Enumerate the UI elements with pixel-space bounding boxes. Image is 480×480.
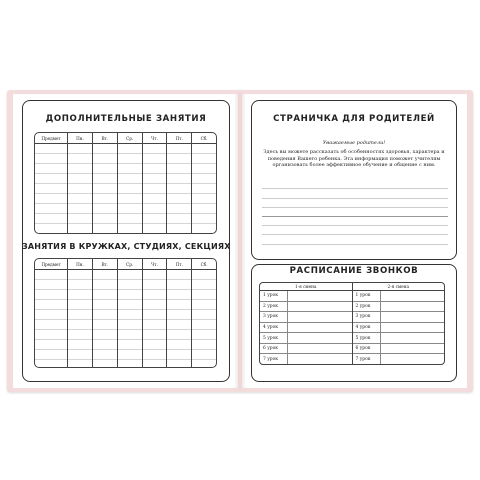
column-header: Пн. bbox=[68, 133, 92, 144]
table-column bbox=[191, 133, 216, 233]
column-header: Предмет bbox=[35, 259, 67, 270]
extra-classes-title: ДОПОЛНИТЕЛЬНЫЕ ЗАНЯТИЯ bbox=[45, 114, 207, 124]
table-column bbox=[117, 259, 142, 367]
table-column bbox=[166, 259, 191, 367]
lesson-label: 2 урок bbox=[353, 302, 381, 312]
lesson-label: 7 урок bbox=[353, 354, 381, 364]
table-row bbox=[353, 323, 445, 334]
lesson-label: 5 урок bbox=[353, 333, 381, 343]
column-header: Ср. bbox=[118, 259, 142, 270]
table-column bbox=[142, 133, 167, 233]
shift-2-header: 2-я смена bbox=[353, 283, 445, 291]
lesson-label: 4 урок bbox=[260, 323, 288, 333]
lesson-label: 4 урок bbox=[353, 323, 381, 333]
column-header: Ср. bbox=[118, 133, 142, 144]
table-row bbox=[353, 333, 445, 344]
table-row bbox=[260, 344, 352, 355]
lesson-label: 6 урок bbox=[353, 344, 381, 354]
column-header: Вт. bbox=[93, 133, 117, 144]
table-row bbox=[260, 302, 352, 313]
shift-2-column bbox=[352, 283, 445, 364]
column-header: Сб. bbox=[192, 133, 216, 144]
table-column bbox=[35, 133, 67, 233]
shift-1-header: 1-я смена bbox=[260, 283, 352, 291]
table-row bbox=[260, 291, 352, 302]
lesson-label: 7 урок bbox=[260, 354, 288, 364]
table-row bbox=[353, 312, 445, 323]
table-row bbox=[353, 344, 445, 355]
table-column bbox=[92, 133, 117, 233]
lesson-label: 1 урок bbox=[260, 291, 288, 301]
column-header: Сб. bbox=[192, 259, 216, 270]
parents-writing-lines bbox=[262, 180, 448, 250]
column-header: Предмет bbox=[35, 133, 67, 144]
bells-table bbox=[259, 282, 445, 365]
column-header: Чт. bbox=[143, 259, 167, 270]
table-row bbox=[353, 354, 445, 364]
extra-classes-table bbox=[34, 132, 217, 234]
column-header: Вт. bbox=[93, 259, 117, 270]
table-column bbox=[67, 259, 92, 367]
clubs-table bbox=[34, 258, 217, 368]
table-row bbox=[260, 312, 352, 323]
column-header: Пт. bbox=[167, 259, 191, 270]
shift-1-column bbox=[260, 283, 352, 364]
parents-text: Здесь вы можете рассказать об особенностях здоровья, характера и поведения Вашего ребенка. Эта информация поможет учителям организовать более эффективное обучение и общение с ним. bbox=[263, 148, 445, 169]
clubs-title: ЗАНЯТИЯ В КРУЖКАХ, СТУДИЯХ, СЕКЦИЯХ bbox=[22, 242, 231, 251]
parents-greeting: Уважаемые родители! bbox=[322, 140, 386, 146]
lesson-label: 6 урок bbox=[260, 344, 288, 354]
table-row bbox=[353, 302, 445, 313]
lesson-label: 5 урок bbox=[260, 333, 288, 343]
lesson-label: 1 урок bbox=[353, 291, 381, 301]
table-column bbox=[67, 133, 92, 233]
column-header: Чт. bbox=[143, 133, 167, 144]
column-header: Пн. bbox=[68, 259, 92, 270]
table-row bbox=[260, 354, 352, 364]
table-column bbox=[191, 259, 216, 367]
table-column bbox=[117, 133, 142, 233]
table-column bbox=[92, 259, 117, 367]
bells-title: РАСПИСАНИЕ ЗВОНКОВ bbox=[289, 266, 419, 276]
table-column bbox=[142, 259, 167, 367]
column-header: Пт. bbox=[167, 133, 191, 144]
parents-intro bbox=[262, 140, 446, 169]
table-row bbox=[260, 323, 352, 334]
table-column bbox=[35, 259, 67, 367]
lesson-label: 2 урок bbox=[260, 302, 288, 312]
parents-title: СТРАНИЧКА ДЛЯ РОДИТЕЛЕЙ bbox=[273, 114, 435, 124]
table-row bbox=[353, 291, 445, 302]
table-row bbox=[260, 333, 352, 344]
lesson-label: 3 урок bbox=[353, 312, 381, 322]
table-column bbox=[166, 133, 191, 233]
lesson-label: 3 урок bbox=[260, 312, 288, 322]
